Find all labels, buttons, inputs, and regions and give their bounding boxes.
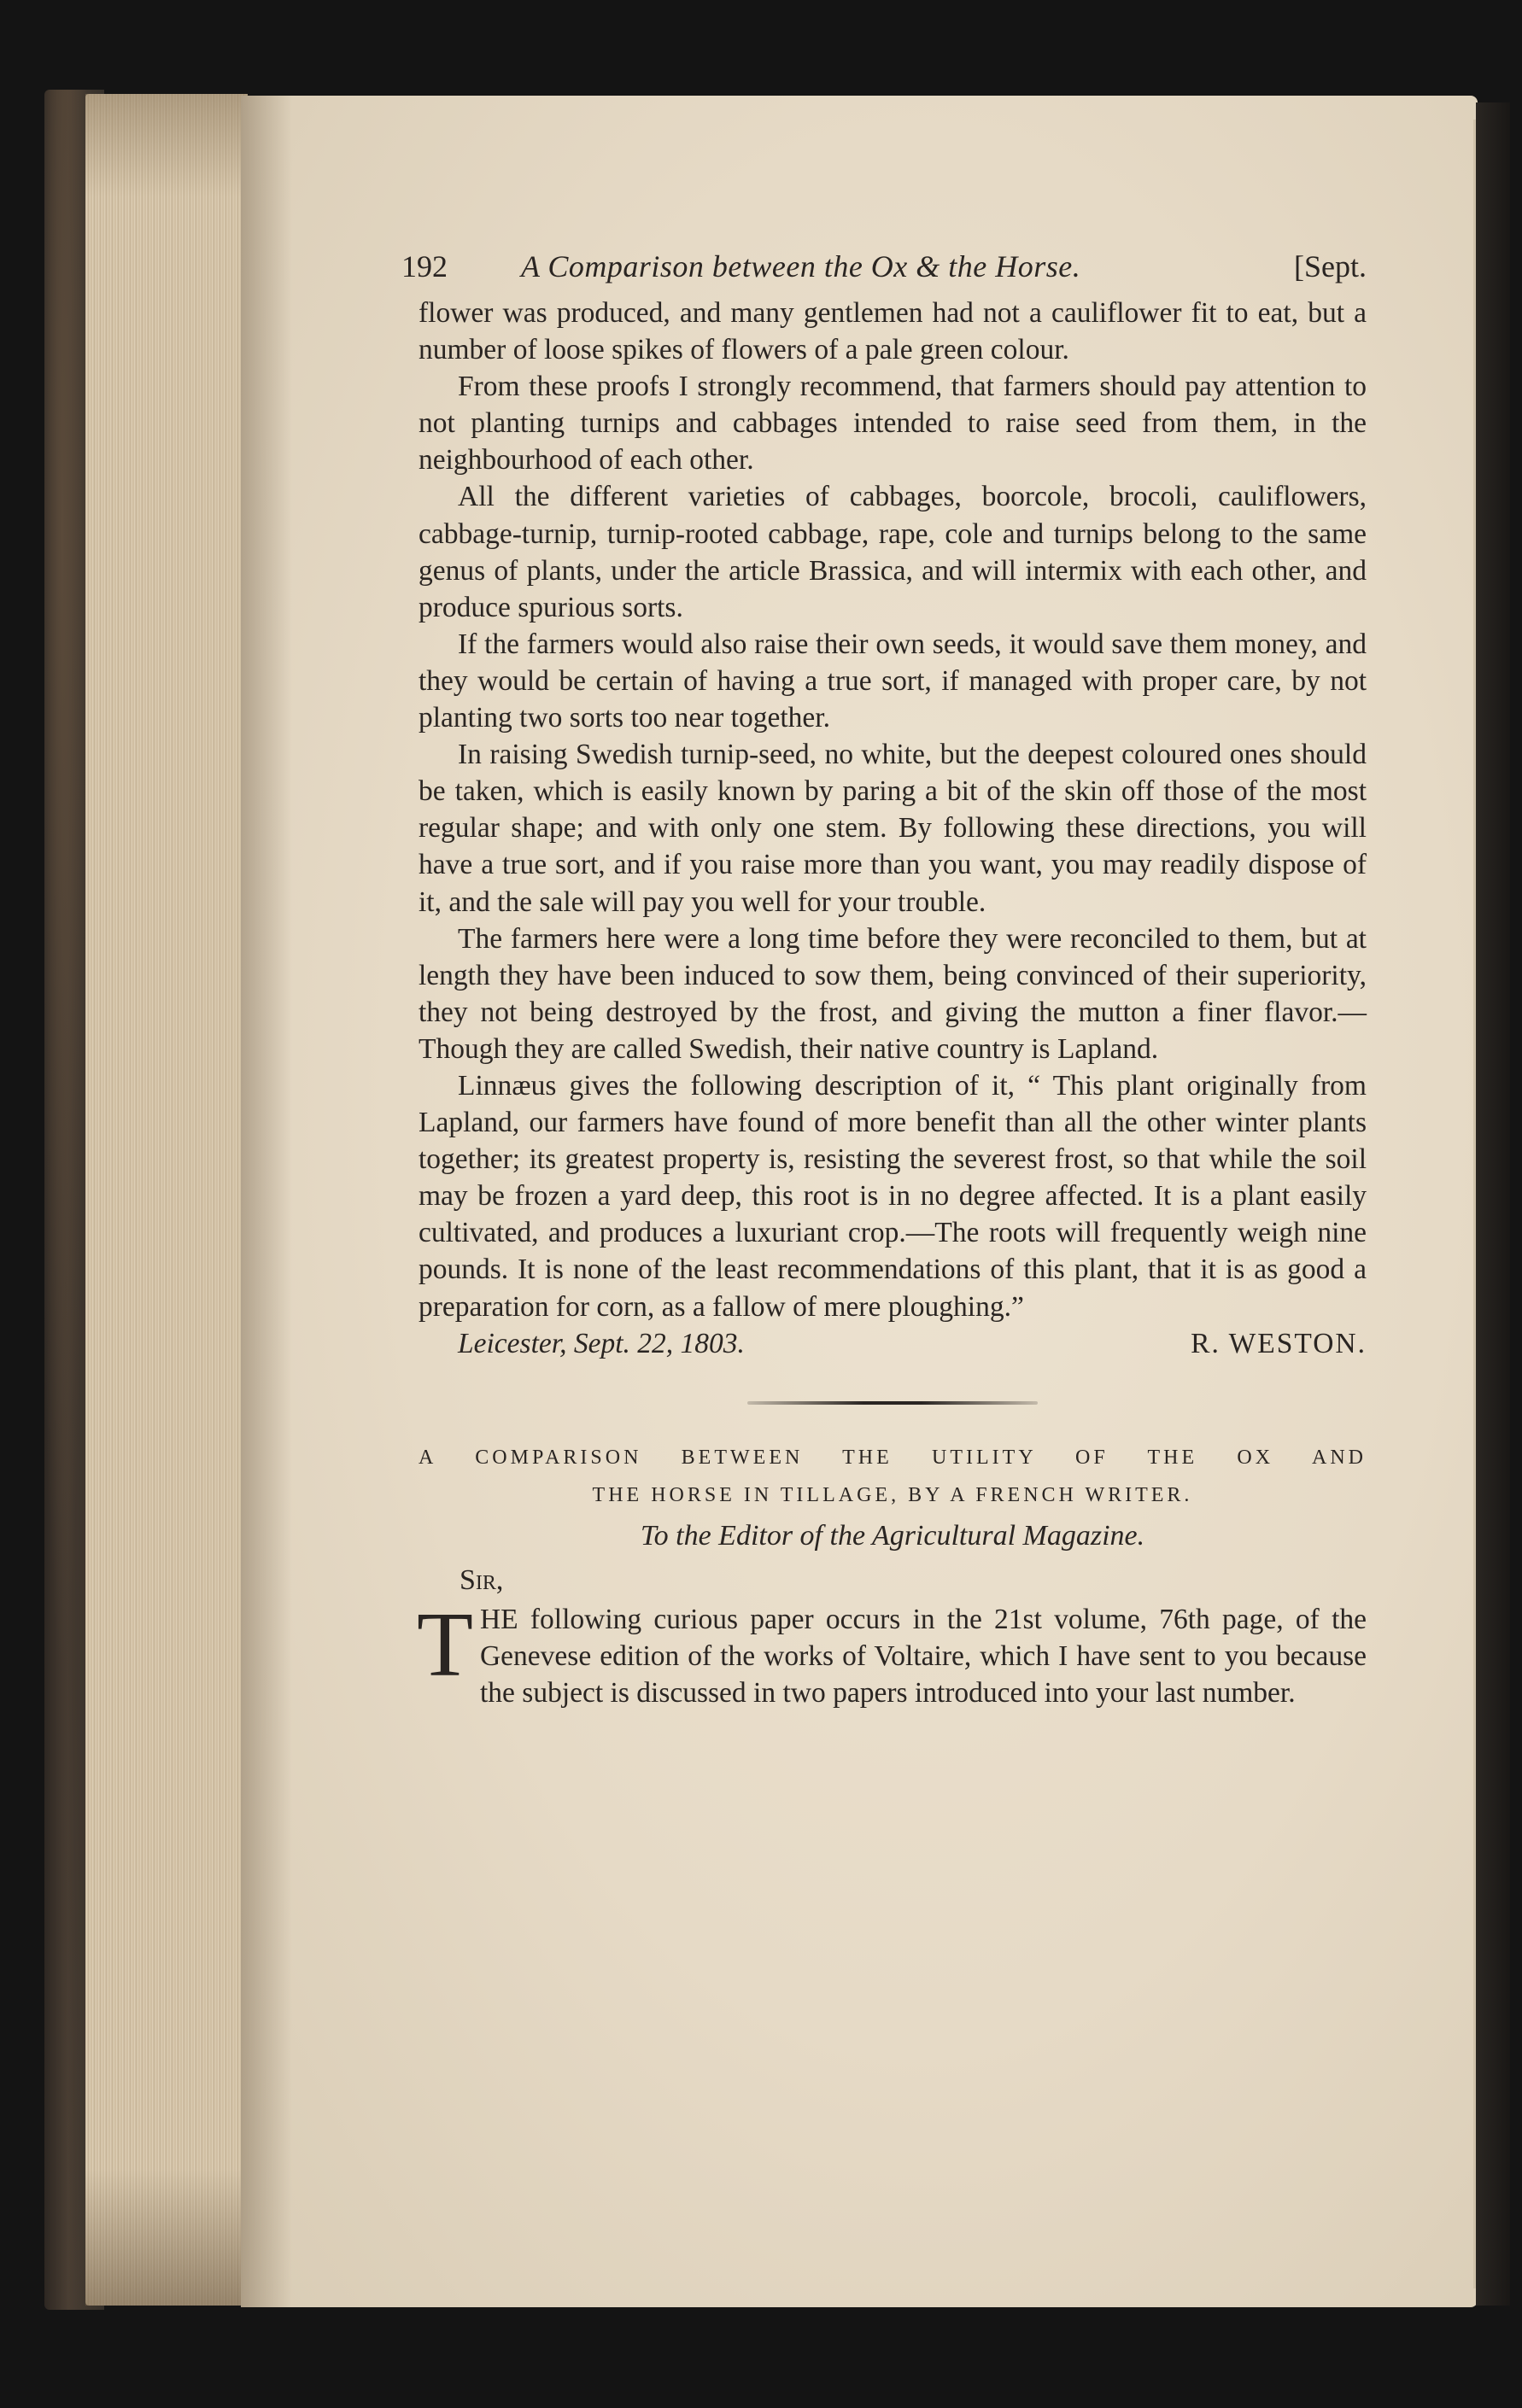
paragraph: All the different varieties of cabbages, boorcole, brocoli, cauliflowers, cabbage-turnip, turnip-rooted cabbage, rape, cole and turnips belong to the same genus of plants, under the article Brassica, and will intermix with each other, and produce spurious sorts. — [419, 481, 1367, 623]
page-block-edges — [85, 94, 248, 2306]
book-cover-right — [1476, 102, 1510, 2306]
paragraph: From these proofs I strongly recommend, that farmers should pay attention to not planting turnips and cabbages intended to raise seed from them, in the neighbourhood of each other. — [419, 371, 1367, 476]
running-head — [401, 243, 1367, 286]
section-rule — [747, 1401, 1038, 1405]
gutter-shadow — [241, 96, 292, 2307]
article-title-line-1: A COMPARISON BETWEEN THE UTILITY OF THE OX AND — [419, 1446, 1367, 1469]
signature-name: R. WESTON. — [1191, 1327, 1367, 1359]
dedication: To the Editor of the Agricultural Magazine. — [640, 1519, 1145, 1552]
signature-line — [419, 1325, 1367, 1362]
page-number: 192 — [401, 249, 448, 283]
running-title: A Comparison between the Ox & the Horse. — [521, 249, 1081, 283]
article-title-line-2: THE HORSE IN TILLAGE, BY A FRENCH WRITER. — [592, 1483, 1193, 1506]
paragraph: Linnæus gives the following description of it, “ This plant originally from Lapland, our farmers have found of more benefit than all the other winter plants together; its greatest property is, resisting the severest frost, so that while the soil may be frozen a yard deep, this root is in no degree affected. It is a plant easily cultivated, and produces a luxuriant crop.—The roots will frequently weigh nine pounds. It is none of the least recommendations of this plant, that it is as good a preparation for corn, as a fallow of mere ploughing.” — [419, 1069, 1367, 1323]
paragraph: The farmers here were a long time before they were reconciled to them, but at length they have been induced to sow them, being convinced of their superiority, they not being destroyed by the frost, and giving the mutton a finer flavor.—Though they are called Swedish, their native country is Lapland. — [419, 922, 1367, 1065]
paragraph: If the farmers would also raise their own seeds, it would save them money, and they would be certain of having a true sort, if managed with proper care, by not planting two sorts too near together. — [419, 628, 1367, 734]
paragraph: In raising Swedish turnip-seed, no white, but the deepest coloured ones should be taken, which is easily known by paring a bit of the skin off those of the most regular shape; and with only one stem. By following these directions, you will have a true sort, and if you raise more than you want, you may readily dispose of it, and the sale will pay you well for your trouble. — [419, 739, 1367, 918]
signature-place-date: Leicester, Sept. 22, 1803. — [458, 1327, 745, 1359]
body-text — [419, 295, 1367, 1362]
drop-cap: T — [417, 1593, 473, 1696]
text-block — [401, 243, 1367, 1711]
opening-text: HE following curious paper occurs in the 21st volume, 76th page, of the Genevese edition of the works of Voltaire, which I have sent to you because the subject is discussed in two papers introduced into your last number. — [479, 1603, 1367, 1709]
salutation: Sir, — [460, 1563, 504, 1596]
opening-paragraph — [417, 1593, 1367, 1711]
article-title — [419, 1439, 1367, 1514]
paragraph: flower was produced, and many gentlemen had not a cauliflower fit to eat, but a number of loose spikes of flowers of a pale green colour. — [419, 297, 1367, 366]
running-month: [Sept. — [1294, 249, 1367, 283]
